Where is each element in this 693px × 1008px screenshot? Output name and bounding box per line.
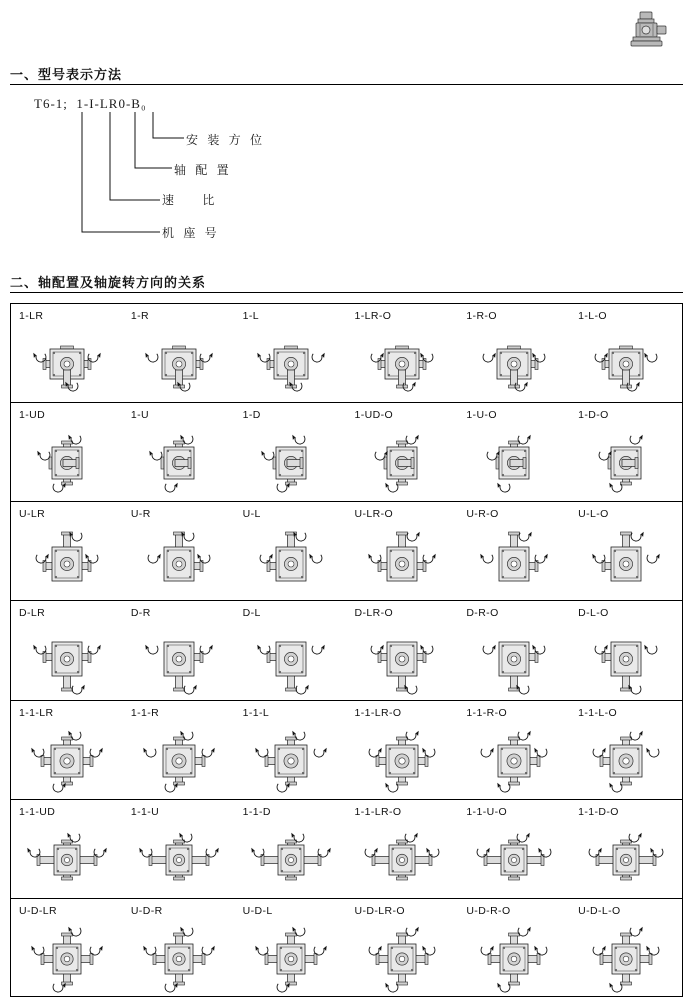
shaft-config-cell [458, 403, 570, 501]
section-1-rule [10, 84, 683, 85]
gearbox-diagram-icon [235, 324, 347, 400]
table-row [11, 899, 682, 998]
gearbox-diagram-icon [235, 820, 347, 896]
shaft-config-cell [123, 899, 235, 998]
shaft-config-label: 1-1-L-O [578, 706, 618, 719]
gearbox-diagram-icon [346, 522, 458, 598]
gearbox-diagram-icon [458, 423, 570, 499]
shaft-config-cell [346, 403, 458, 501]
shaft-config-label: 1-1-LR-O [354, 706, 402, 719]
shaft-config-cell [458, 304, 570, 402]
leader-label-ratio: 速 比 [162, 193, 218, 207]
shaft-config-label: U-R [130, 508, 151, 521]
leader-label-mounting: 安 装 方 位 [186, 133, 266, 147]
shaft-config-label: U-R-O [466, 508, 499, 521]
shaft-config-label: 1-1-L [242, 706, 270, 719]
shaft-config-cell [570, 800, 682, 898]
shaft-config-label: 1-1-R [130, 706, 160, 719]
shaft-config-cell [11, 800, 123, 898]
shaft-config-cell [346, 601, 458, 699]
shaft-config-cell [11, 899, 123, 998]
shaft-config-label: U-D-L [242, 904, 273, 917]
shaft-config-cell [346, 800, 458, 898]
shaft-config-cell [570, 601, 682, 699]
shaft-config-label: 1-L-O [578, 310, 607, 322]
shaft-config-cell [458, 601, 570, 699]
shaft-config-cell [123, 403, 235, 501]
shaft-config-label: 1-U [130, 409, 149, 422]
shaft-config-label: 1-U-O [466, 409, 497, 422]
shaft-config-label: 1-1-D-O [578, 805, 619, 818]
gearbox-diagram-icon [235, 919, 347, 996]
gearbox-diagram-icon [11, 522, 123, 598]
shaft-config-cell [458, 701, 570, 799]
gearbox-diagram-icon [570, 522, 682, 598]
shaft-config-label: 1-R-O [466, 310, 497, 322]
gearbox-diagram-icon [346, 423, 458, 499]
gearbox-diagram-icon [458, 820, 570, 896]
shaft-config-cell [570, 899, 682, 998]
gearbox-diagram-icon [458, 919, 570, 996]
section-1-heading: 一、型号表示方法 [10, 67, 123, 82]
shaft-config-label: U-D-LR-O [354, 904, 405, 917]
gearbox-diagram-icon [11, 423, 123, 499]
shaft-config-label: 1-1-D [242, 805, 271, 818]
gearbox-diagram-icon [570, 423, 682, 499]
shaft-config-cell [235, 403, 347, 501]
shaft-config-label: 1-1-UD [19, 805, 56, 818]
shaft-config-cell [458, 899, 570, 998]
table-row [11, 304, 682, 403]
shaft-config-label: 1-1-U [130, 805, 160, 818]
shaft-config-label: U-D-R-O [466, 904, 511, 917]
shaft-config-cell [570, 701, 682, 799]
shaft-config-cell [235, 601, 347, 699]
gearbox-diagram-icon [458, 324, 570, 400]
shaft-config-cell [346, 502, 458, 600]
shaft-config-cell [570, 502, 682, 600]
shaft-config-label: 1-LR-O [354, 310, 392, 322]
shaft-config-label: D-L [242, 607, 261, 620]
gearbox-diagram-icon [123, 522, 235, 598]
gearbox-diagram-icon [123, 324, 235, 400]
gearbox-diagram-icon [235, 423, 347, 499]
shaft-config-label: U-D-L-O [578, 904, 621, 917]
gearbox-machine-icon [627, 8, 671, 52]
model-code-text: T6-1; 1-I-LR0-B₀ [34, 96, 147, 111]
gearbox-diagram-icon [346, 919, 458, 996]
shaft-config-cell [123, 502, 235, 600]
gearbox-diagram-icon [235, 621, 347, 697]
shaft-config-cell [11, 403, 123, 501]
shaft-config-label: U-LR [19, 508, 46, 521]
gearbox-diagram-icon [123, 621, 235, 697]
shaft-config-cell [123, 800, 235, 898]
shaft-config-cell [235, 701, 347, 799]
gearbox-diagram-icon [346, 721, 458, 797]
gearbox-diagram-icon [123, 423, 235, 499]
shaft-config-cell [123, 601, 235, 699]
gearbox-diagram-icon [570, 820, 682, 896]
section-2-rule [10, 292, 683, 293]
gearbox-diagram-icon [570, 721, 682, 797]
leader-label-frame-no: 机 座 号 [162, 226, 220, 240]
gearbox-diagram-icon [235, 522, 347, 598]
gearbox-diagram-icon [570, 324, 682, 400]
shaft-config-cell [235, 304, 347, 402]
shaft-config-label: 1-1-LR-O [354, 805, 402, 818]
shaft-config-cell [11, 701, 123, 799]
shaft-config-cell [123, 701, 235, 799]
section-2-heading: 二、轴配置及轴旋转方向的关系 [10, 275, 207, 290]
gearbox-diagram-icon [346, 820, 458, 896]
gearbox-diagram-icon [123, 919, 235, 996]
shaft-config-cell [235, 800, 347, 898]
gearbox-diagram-icon [123, 721, 235, 797]
table-row [11, 601, 682, 700]
shaft-config-cell [235, 502, 347, 600]
shaft-config-cell [346, 304, 458, 402]
shaft-config-label: 1-UD [19, 409, 46, 422]
table-row [11, 800, 682, 899]
gearbox-diagram-icon [123, 820, 235, 896]
gearbox-diagram-icon [11, 919, 123, 996]
shaft-config-cell [123, 304, 235, 402]
shaft-config-label: D-R-O [466, 607, 499, 620]
shaft-config-label: U-L [242, 508, 261, 521]
shaft-config-cell [570, 403, 682, 501]
shaft-config-label: 1-R [130, 310, 149, 322]
gearbox-diagram-icon [346, 324, 458, 400]
shaft-config-label: U-D-R [130, 904, 163, 917]
shaft-config-label: D-LR [19, 607, 46, 620]
table-row [11, 701, 682, 800]
gearbox-diagram-icon [235, 721, 347, 797]
shaft-config-label: 1-1-U-O [466, 805, 508, 818]
shaft-config-label: U-L-O [578, 508, 609, 521]
gearbox-diagram-icon [570, 919, 682, 996]
shaft-config-cell [570, 304, 682, 402]
leader-label-shaft-config: 轴 配 置 [174, 163, 232, 177]
shaft-config-label: U-LR-O [354, 508, 394, 521]
table-row [11, 403, 682, 502]
gearbox-diagram-icon [11, 621, 123, 697]
shaft-config-label: U-D-LR [19, 904, 57, 917]
shaft-config-label: 1-L [242, 310, 260, 322]
shaft-config-label: 1-LR [19, 310, 44, 322]
gearbox-diagram-icon [11, 324, 123, 400]
model-code-diagram [34, 96, 334, 256]
shaft-configuration-table [10, 303, 683, 997]
gearbox-diagram-icon [458, 721, 570, 797]
gearbox-diagram-icon [458, 522, 570, 598]
shaft-config-label: 1-D [242, 409, 261, 422]
shaft-config-label: 1-UD-O [354, 409, 394, 422]
gearbox-diagram-icon [11, 721, 123, 797]
shaft-config-cell [346, 701, 458, 799]
shaft-config-cell [458, 800, 570, 898]
shaft-config-label: 1-1-R-O [466, 706, 508, 719]
gearbox-diagram-icon [570, 621, 682, 697]
shaft-config-label: 1-D-O [578, 409, 609, 422]
shaft-config-label: D-L-O [578, 607, 609, 620]
table-row [11, 502, 682, 601]
shaft-config-cell [235, 899, 347, 998]
shaft-config-cell [346, 899, 458, 998]
shaft-config-label: 1-1-LR [19, 706, 54, 719]
gearbox-diagram-icon [458, 621, 570, 697]
shaft-config-cell [11, 601, 123, 699]
shaft-config-cell [11, 304, 123, 402]
shaft-config-label: D-R [130, 607, 151, 620]
shaft-config-cell [458, 502, 570, 600]
gearbox-diagram-icon [346, 621, 458, 697]
gearbox-diagram-icon [11, 820, 123, 896]
shaft-config-label: D-LR-O [354, 607, 394, 620]
shaft-config-cell [11, 502, 123, 600]
